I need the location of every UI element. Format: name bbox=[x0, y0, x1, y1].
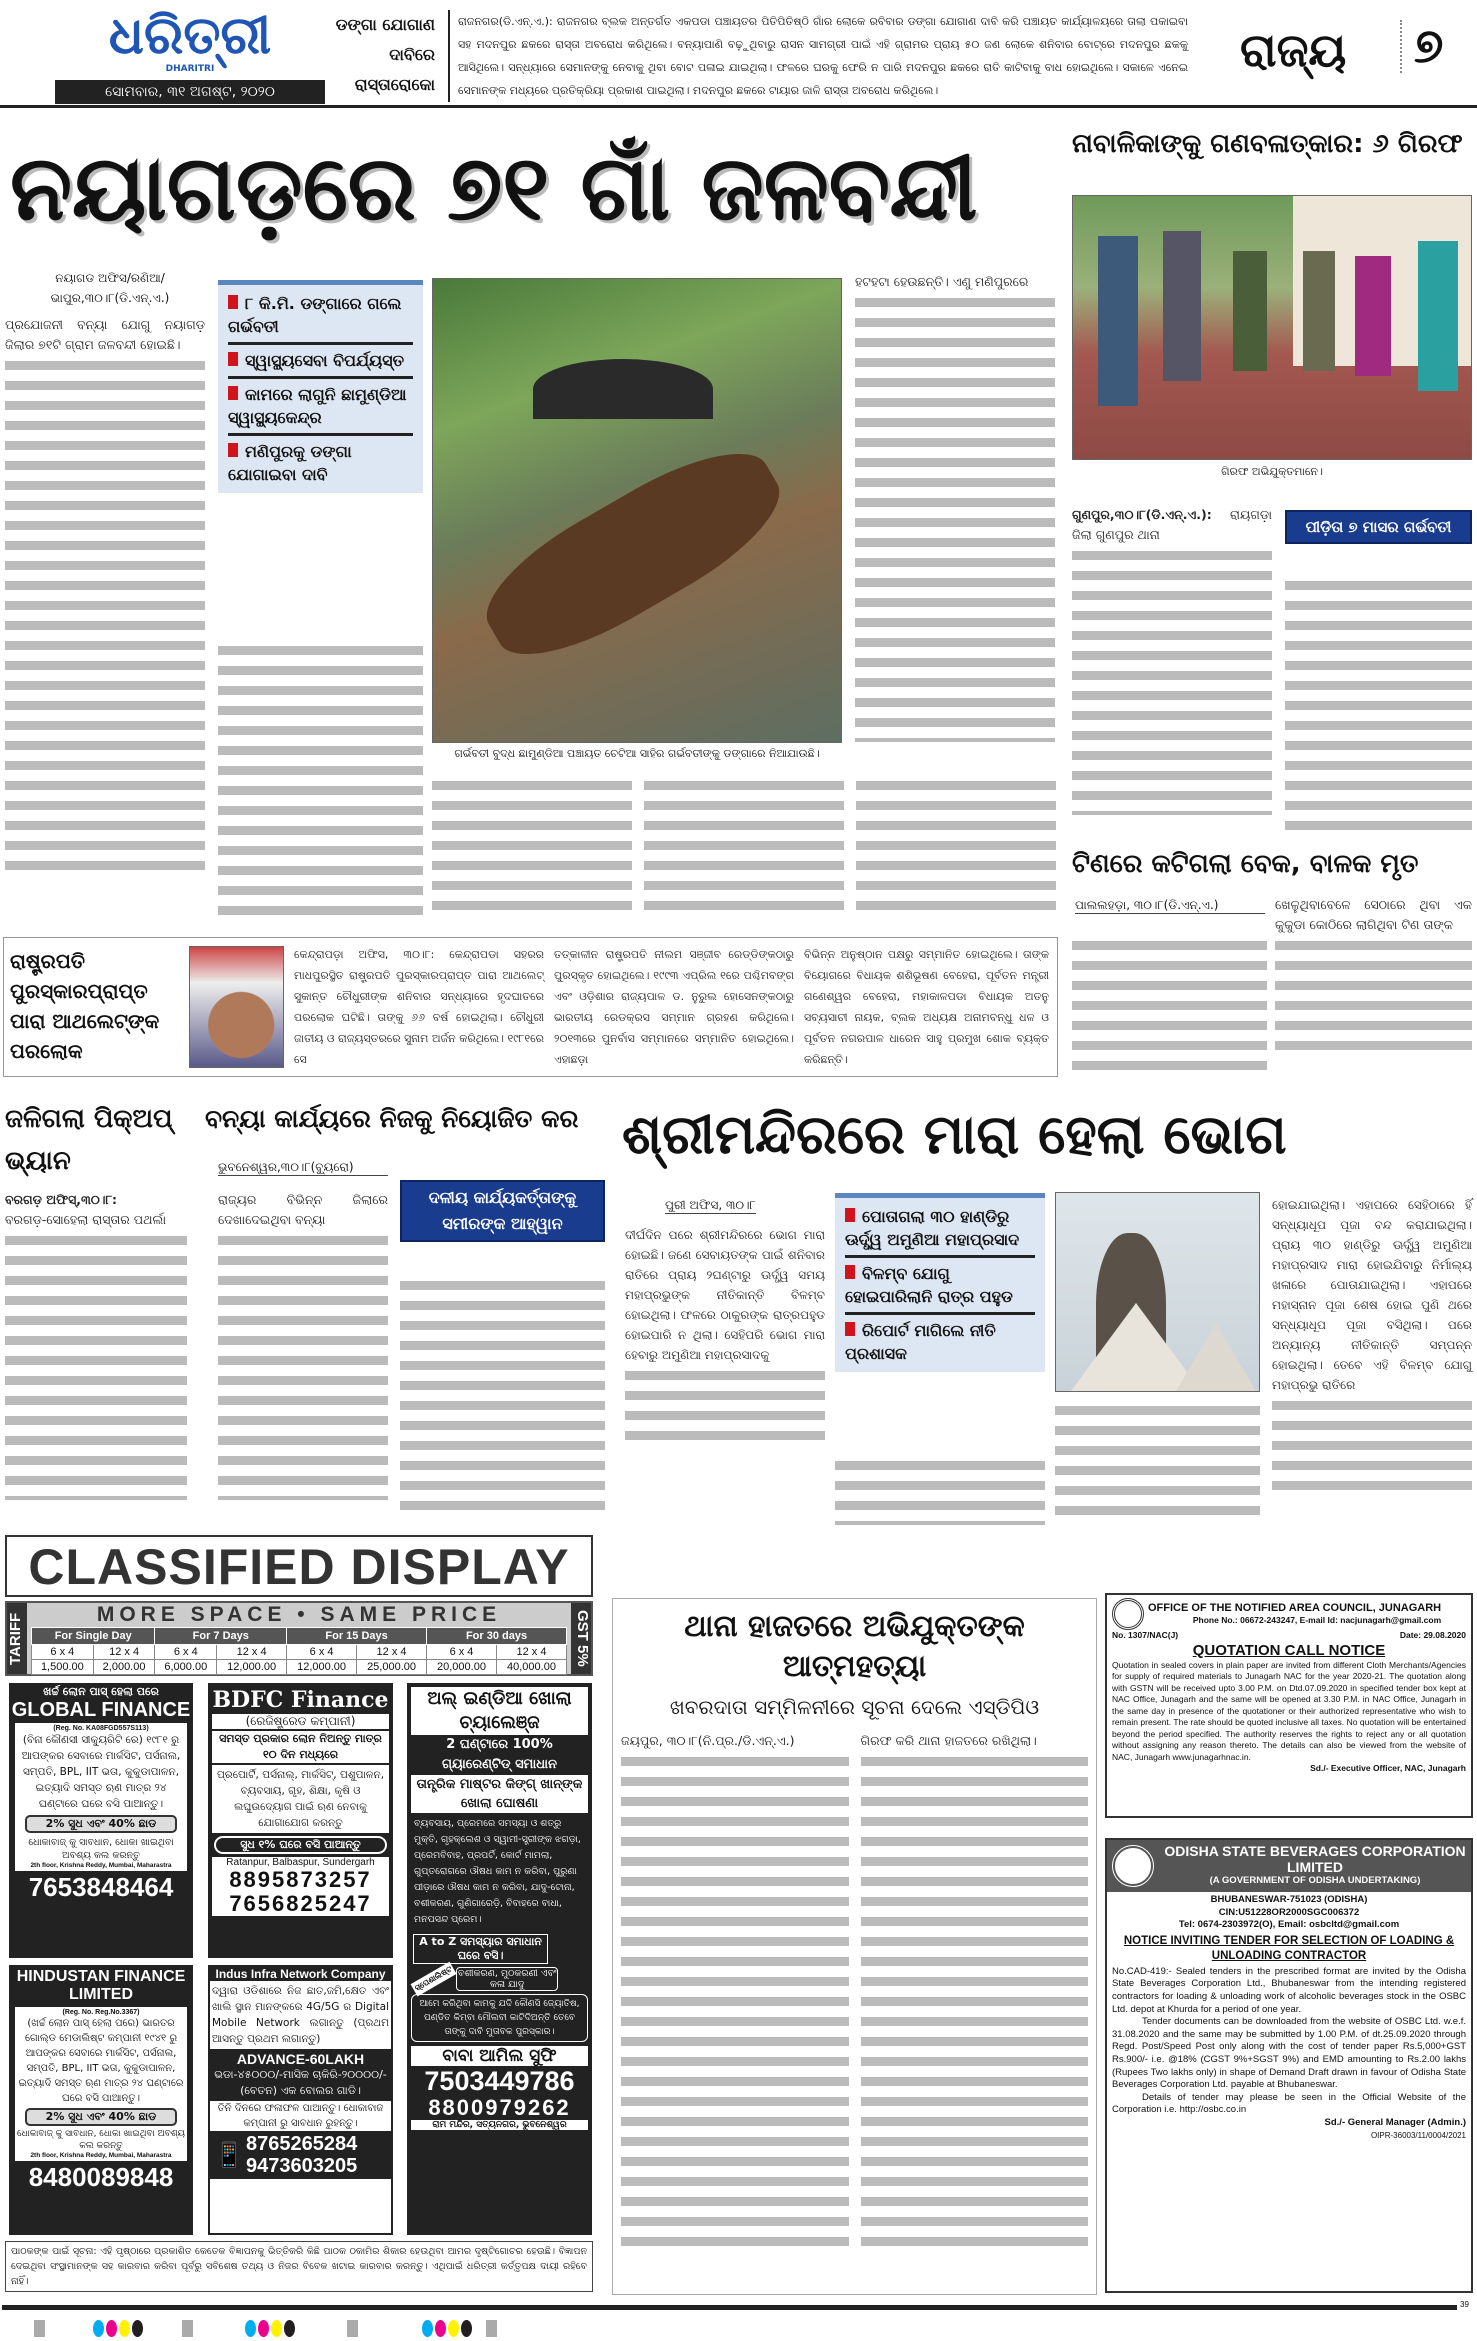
tariff-label: TARIFF bbox=[7, 1603, 27, 1674]
phone-number: 8800979262 bbox=[428, 2095, 571, 2120]
tariff-price: 20,000.00 bbox=[427, 1660, 497, 1675]
temple-highlights-box bbox=[835, 1193, 1045, 1372]
tariff-size: 12 x 4 bbox=[357, 1645, 427, 1660]
logo-text: ଧରିତ୍ରୀ bbox=[108, 6, 272, 66]
pickup-headline: ଜଳିଗଲା ପିକ୍‌ଅପ୍ ଭ୍ୟାନ bbox=[5, 1104, 173, 1176]
bullet-icon bbox=[845, 1265, 855, 1279]
flood-dateline: ଭୁବନେଶ୍ୱର,୩୦।୮(ବ୍ୟୁରୋ) bbox=[218, 1160, 388, 1176]
lead-photo-caption: ଗର୍ଭବତୀ ବୁଦ୍ଧ ଛାମୁଣ୍ଡିଆ ପଞ୍ଚାୟତ ଚେଟିଆ ସାହିର ଗର୍ଭବତୀଙ୍କୁ ଡଙ୍ଗାରେ ନିଆଯାଉଛି। bbox=[454, 747, 820, 760]
tariff-size: 6 x 4 bbox=[427, 1645, 497, 1660]
flood-highlight: ଦଳୀୟ କାର୍ଯ୍ୟକର୍ତ୍ତାଙ୍କୁ ସମୀରଙ୍କ ଆହ୍ୱାନ bbox=[400, 1180, 605, 1242]
custody-story: ଥାନା ହାଜତରେ ଅଭିଯୁକ୍ତଙ୍କ ଆତ୍ମହତ୍ୟା ଖବରଦାତା ସମ୍ମିଳନୀରେ ସୂଚନା ଦେଲେ ଏସ୍‌ଡିପିଓ ଜୟପୁର, ୩୦।୮(ନି.ପ୍ର./ଡି.ଏନ୍.ଏ.) ଗିରଫ କରି ଥାନା ହାଜତରେ ରଖିଥିଲା। bbox=[612, 1598, 1097, 2295]
section-title: ରାଜ୍ୟ bbox=[1240, 23, 1347, 77]
tariff-size: 6 x 4 bbox=[155, 1645, 217, 1660]
temple-headline: ଶ୍ରୀମନ୍ଦିରରେ ମାରା ହେଲା ଭୋଗ bbox=[622, 1103, 1287, 1166]
page-marker: 39 bbox=[1460, 2300, 1469, 2309]
date-bar: ସୋମବାର, ୩୧ ଅଗଷ୍ଟ, ୨୦୨୦ bbox=[55, 80, 325, 104]
flood-body-col2 bbox=[400, 1275, 605, 1520]
boy-dateline: ପାଲଲହଡ଼ା, ୩୦।୮(ଡି.ଏନ୍.ଏ.) bbox=[1075, 898, 1265, 914]
boy-body-col2: ଖେଳୁଥିବାବେଳେ ସେଠାରେ ଥିବା ଏକ କୁକୁଡା କୋଠିରେ ଲାଗିଥିବା ଟିଣ ତାଙ୍କ bbox=[1275, 895, 1472, 1080]
tariff-slogan: MORE SPACE • SAME PRICE bbox=[96, 1603, 502, 1626]
tariff-price: 25,000.00 bbox=[357, 1660, 427, 1675]
phone-number: 9473603205 bbox=[246, 2155, 358, 2177]
custody-subhead: ଖବରଦାତା ସମ୍ମିଳନୀରେ ସୂଚନା ଦେଲେ ଏସ୍‌ଡିପିଓ bbox=[669, 1695, 1040, 1719]
bullet-icon bbox=[845, 1322, 855, 1336]
nac-seal-icon bbox=[1112, 1598, 1144, 1630]
tariff-size: 12 x 4 bbox=[93, 1645, 155, 1660]
ad-hindustan-finance: HINDUSTAN FINANCE LIMITED (Reg. No. Reg.No.3367) (ଖର୍ଚ୍ଚ ଲୋନ ପାସ୍ ହେଲା ପରେ) ଭାରତର ଗୋଲ୍ଡ ମେଡାଲିଷ୍ଟ କମ୍ପାନୀ ୧୯୪୧ ରୁ ଆପଙ୍କର ସେବାରେ ମାର୍କସିଟ, ପର୍ସନାଲ, ସମ୍ପତି, BPL, IIT ଭତା, କୁକୁଡାପାଳନ, ଇତ୍ୟାଦି ସମସ୍ତ ଋଣ ମାତ୍ର ୨୪ ଘଣ୍ଟାରେ ଘରେ ବସି ପାଆନ୍ତୁ। 2% ସୁଧ ଏବଂ 40% ଛାଡ ଧୋକାବାଜ୍ କୁ ସାବଧାନ, ଧୋକା ଖାଇଥିବା ଅବଶ୍ୟ କଲ କରନ୍ତୁ 2th floor, Krishna Reddy, Mumbai, Maharastra 8480089848 bbox=[9, 1965, 193, 2235]
temple-photo bbox=[1055, 1192, 1260, 1392]
tariff-price: 6,000.00 bbox=[155, 1660, 217, 1675]
obituary-col1: କେନ୍ଦ୍ରାପଡ଼ା ଅଫିସ, ୩୦।୮: କେନ୍ଦ୍ରାପଡା ସହରର ମାଧପୁରସ୍ଥିତ ରାଷ୍ଟ୍ରପତି ପୁରସ୍କାରପ୍ରାପ୍ତ ପାରା ଆଥଲେଟ୍ ସୁକାନ୍ତ ଚୌଧୁରୀଙ୍କ ଶନିବାର ସନ୍ଧ୍ୟାରେ ହୃଦଘାତରେ ପରଲୋକ ଘଟିଛି। ତାଙ୍କୁ ୬୬ ବର୍ଷ ହୋଇଥିଲା। ଚୌଧୁରୀ ଜାତୀୟ ଓ ରାଜ୍ୟସ୍ତରରେ ସୁନାମ ଅର୍ଜନ କରିଥିଲେ। ୧୯୮୧ରେ ସେ bbox=[294, 948, 544, 1066]
tariff-box bbox=[5, 1601, 593, 1676]
gst-label: GST 5% bbox=[571, 1603, 591, 1674]
highlight-item: ପୋତାଗଲା ୩୦ ହାଣ୍ଡିରୁ ଊର୍ଦ୍ଧ୍ୱ ଅମୁଣିଆ ମହାପ୍ରସାଦ bbox=[845, 1201, 1035, 1258]
obituary-col3: ବିଭିନ୍ନ ଅନୁଷ୍ଠାନ ପକ୍ଷରୁ ସମ୍ମାନିତ ହୋଇଥିଲେ। ତାଙ୍କ ବିୟୋଗରେ ବିଧାୟକ ଶଶିଭୂଷଣ ବେହେରା, ପୂର୍ବତନ ମନ୍ତ୍ରୀ ଗଣେଶ୍ୱର ବେହେରା, ମହାକାଳପଡା ବିଧାୟକ ଅତନୁ ସବ୍ୟସାଚୀ ନାୟକ, ବ୍ଲକ ଅଧ୍ୟକ୍ଷ ଅନାମବନ୍ଧୁ ଧଳ ଓ ପୂର୍ବତନ ନଗରପାଳ ଧାରେନ ସାହୁ ପ୍ରମୁଖ ଶୋକ ବ୍ୟକ୍ତ କରିଛନ୍ତି। bbox=[804, 948, 1049, 1066]
phone-number: 7653848464 bbox=[28, 1872, 174, 1902]
gangrape-body: ଗୁଣପୁର,୩୦।୮(ଡି.ଏନ୍.ଏ.): ରାୟଗଡ଼ା ଜିଲା ଗୁଣପୁର ଥାନା bbox=[1072, 505, 1272, 835]
temple-body-col3 bbox=[1055, 1400, 1260, 1525]
tariff-size: 12 x 4 bbox=[217, 1645, 287, 1660]
registration-marks bbox=[0, 2320, 1477, 2339]
lead-dateline: ନୟାଗଡ ଅଫିସ/ରଣିଆ/ ଭାପୁର,୩୦।୮(ଡି.ଏନ୍.ଏ.) bbox=[50, 271, 170, 305]
ad-indus-infra: Indus Infra Network Company ଦ୍ୱାରା ଓଡିଶାରେ ନିଜ ଛାତ,ଜମି,କ୍ଷେତ ଏବଂ ଖାଲି ସ୍ଥାନ ମାନଙ୍କରେ 4G/5G ର Digital Mobile Network ଲଗାନ୍ତୁ (ପ୍ରଥମ ଆସନ୍ତୁ ପ୍ରଥମ ଲଗାନ୍ତୁ) ADVANCE-60LAKH ଭଡା-୪୫୦୦୦/-ମାସିକ ଚାକିରି-୨୦୦୦୦/-(ବେତନ) ଏକ ବୋଲର ଗାଡି। ତିନି ଦିନରେ ଫଳାଫଳ ପାଆନ୍ତୁ। ଧୋକାବାଜ କମ୍ପାନୀ ରୁ ସାବଧାନ ରୁହନ୍ତୁ। 📱 8765265284 9473603205 bbox=[208, 1965, 393, 2235]
page-number: ୭ bbox=[1400, 20, 1443, 73]
tariff-price: 40,000.00 bbox=[496, 1660, 566, 1675]
accused-caption: ଗିରଫ ଅଭିଯୁକ୍ତମାନେ। bbox=[1221, 465, 1323, 478]
flood-headline: ବନ୍ୟା କାର୍ଯ୍ୟରେ ନିଜକୁ ନିୟୋଜିତ କର bbox=[205, 1104, 579, 1133]
tariff-period: For 15 Days bbox=[287, 1628, 427, 1645]
bullet-icon bbox=[845, 1208, 855, 1222]
phone-number: 8765265284 bbox=[246, 2133, 358, 2155]
tariff-price: 1,500.00 bbox=[32, 1660, 94, 1675]
bullet-icon bbox=[228, 295, 238, 309]
boy-headline: ଟିଣରେ କଟିଗଲା ବେକ, ବାଳକ ମୃତ bbox=[1072, 849, 1419, 879]
temple-dateline: ପୁରୀ ଅଫିସ, ୩୦।୮ bbox=[665, 1198, 756, 1212]
lead-highlights-box bbox=[218, 280, 423, 493]
tariff-period: For Single Day bbox=[32, 1628, 155, 1645]
obituary-box bbox=[3, 937, 1058, 1077]
tariff-price: 2,000.00 bbox=[93, 1660, 155, 1675]
obituary-headline: ରାଷ୍ଟ୍ରପତି ପୁରସ୍କାରପ୍ରାପ୍ତ ପାରା ଆଥଲେଟ୍‌ଙ୍କ ପରଲୋକ bbox=[10, 949, 160, 1063]
temple-body-col2 bbox=[835, 1455, 1045, 1525]
tariff-size: 12 x 4 bbox=[496, 1645, 566, 1660]
lead-body-bottom bbox=[432, 775, 1057, 920]
highlight-item: କାମରେ ଲାଗୁନି ଛାମୁଣ୍ଡିଆ ସ୍ୱାସ୍ଥ୍ୟକେନ୍ଦ୍ର bbox=[228, 379, 413, 436]
bullet-icon bbox=[228, 352, 238, 366]
highlight-item: ରିପୋର୍ଟ ମାଗିଲେ ନୀତି ପ୍ରଶାସକ bbox=[845, 1321, 996, 1363]
nac-quotation-notice: OFFICE OF THE NOTIFIED AREA COUNCIL, JUNAGARH Phone No.: 06672-243247, E-mail Id: nacjunagarh@gmail.com No. 1307/NAC(J) Date: 29.08.2020 QUOTATION CALL NOTICE Quotation in sealed covers in plain paper are invited from different Cloth Merchants/Agencies for supply of required materials to Junagarh NAC for the year 2020-21. The quotation along with GSTN will be received upto 3.00 P.M. on Dtd.07.09.2020 in specified tender box kept at NAC Office, Junagarh and the same will be opened at 3.30 P.M. in NAC Office, Junagarh in the same day in presence of the quotationer or their authorized representative who wish to remain present. The rate should be quoted inclusive all taxes. No quotation will be entertained beyond the period specified. The authority reserves the rights to reject any or all quotation without assigning any reason thereto. The details can also be viewed from the website of NAC, Junagarh www.junagarhnac.in. Sd./- Executive Officer, NAC, Junagarh bbox=[1105, 1593, 1473, 1818]
ad-baba-amil-sufi: ଅଲ୍ ଇଣ୍ଡିଆ ଖୋଲା ଚ୍ୟାଲେଞ୍ଜ 2 ଘଣ୍ଟାରେ 100% ଗ୍ୟାରେଣ୍ଟିଡ୍ ସମାଧାନ ତାନ୍ତ୍ରିକ ମାଷ୍ଟର କିଙ୍ଗ୍ ଖାନ୍‌ଙ୍କ ଖୋଲା ଘୋଷଣା ବ୍ୟବସାୟ, ପ୍ରେମରେ ସମସ୍ୟା ଓ ଶତ୍ରୁ ମୁକ୍ତି, ଗୃହକ୍ଲେଶ ଓ ସ୍ୱାମୀ-ସ୍ତ୍ରୀଙ୍କ ଝଗଡ଼ା, ପ୍ରେମବିବାହ, ପ୍ରପର୍ଟି, କୋର୍ଟ ମାମଲା, ଗୁପ୍ତରୋଗରେ ଔଷଧ କାମ ନ କରିବା, ପୁରୁଣା ପୀଡ଼ାରେ ଔଷଧ କାମ ନ କରିବା, ଯାଦୁ-ଟୋନା, ବଶୀକରଣ, ଗୁଣିଗାରେଡ଼ି, ବିବାହରେ ବାଧା, ମନପସନ୍ଦ ପ୍ରେମ। A to Z ସମସ୍ୟାର ସମାଧାନ ଘରେ ବସି। ସ୍ପେଶାଲିଷ୍ଟ ବଶୀକରଣ, ମୁଠକରଣୀ ଏବଂ କଳା ଯାଦୁ ଆମେ କରିଥିବା କାମକୁ ଯଦି କୌଣସି ଜ୍ୟୋତିଷ, ପଣ୍ଡିତ କିମ୍ବା ମୌଲବୀ କାଟିଦିଅନ୍ତି ତେବେ ତାଙ୍କୁ ଦାବି ମୁତାବକ ପୁରସ୍କାର। ବାବା ଆମିଲ ସୁଫି 7503449786 8800979262 ରାମ ମନ୍ଦିର, ସତ୍ୟନଗର, ଭୁବନେଶ୍ୱର bbox=[407, 1683, 592, 2235]
highlight-item: ସ୍ୱାସ୍ଥ୍ୟସେବା ବିପର୍ଯ୍ୟସ୍ତ bbox=[228, 345, 413, 379]
tariff-price: 12,000.00 bbox=[287, 1660, 357, 1675]
accused-photo bbox=[1072, 195, 1472, 460]
logo bbox=[55, 8, 325, 74]
gangrape-highlight: ପୀଡ଼ିତା ୭ ମାସର ଗର୍ଭବତୀ bbox=[1285, 510, 1472, 544]
bullet-icon bbox=[228, 443, 238, 457]
phone-number: 7503449786 bbox=[424, 2066, 575, 2096]
masthead bbox=[0, 0, 1477, 108]
gangrape-body-col2 bbox=[1285, 575, 1472, 835]
athlete-photo bbox=[189, 946, 284, 1068]
custody-headline: ଥାନା ହାଜତରେ ଅଭିଯୁକ୍ତଙ୍କ ଆତ୍ମହତ୍ୟା bbox=[684, 1609, 1025, 1684]
obituary-col2: ତତ୍କାଳୀନ ରାଷ୍ଟ୍ରପତି ନୀଲମ ସଞ୍ଜୀବ ରେଡ୍ଡିଙ୍କଠାରୁ ପୁରସ୍କୃତ ହୋଇଥିଲେ। ୧୯୯୩ ଏପ୍ରିଲ ୧ରେ ପଶ୍ଚିମବଙ୍ଗ ଏବଂ ଓଡ଼ିଶାର ରାଜ୍ୟପାଳ ଡ. ନୁରୁଲ ହୋସେନଙ୍କଠାରୁ ଭାରତୀୟ ରେଡକ୍ରସ ସମ୍ମାନ ଗ୍ରହଣ କରିଥିଲେ। ୨୦୧୩ରେ ପୁନର୍ବାସ ସମ୍ମାନରେ ସମ୍ମାନିତ ହୋଇଥିଲେ। ଏହାଛଡ଼ା bbox=[554, 948, 794, 1066]
lead-body-col1: ପ୍ରଯୋଜନୀ ବନ୍ୟା ଯୋଗୁ ନୟାଗଡ଼ ଜିଲାର ୭୧ଟି ଗ୍ରାମ ଜଳବନ୍ଦୀ ହୋଇଛି। bbox=[5, 315, 205, 920]
gangrape-headline: ନାବାଳିକାଙ୍କୁ ଗଣବଳାତ୍କାର: ୬ ଗିରଫ bbox=[1072, 129, 1463, 159]
boy-body-col1 bbox=[1072, 935, 1267, 1080]
flood-boat-photo bbox=[432, 278, 842, 743]
page-bottom-rule bbox=[2, 2305, 1457, 2310]
osbc-logo-icon bbox=[1110, 1843, 1156, 1889]
temple-body-col4: ହୋଇଯାଇଥିଲା। ଏହାପରେ ସେହିଠାରେ ହିଁ ସନ୍ଧ୍ୟାଧୂପ ପୂଜା ବନ୍ଦ କରାଯାଇଥିଲା। ପ୍ରାୟ ୩୦ ହାଣ୍ଡିରୁ ଊର୍ଦ୍ଧ୍ୱ ଅମୁଣିଆ ମହାପ୍ରସାଦ ମାରା ହୋଇଯିବାରୁ ନିର୍ମାଲ୍ୟ ଖଳାରେ ପୋତାଯାଇଥିଲା। ଏହାପରେ ମହାସ୍ନାନ ପୂଜା ଶେଷ ହୋଇ ପୁଣି ଥରେ ସନ୍ଧ୍ୟାଧୂପ ପୂଜା ବସିଥିଲା। ପରେ ଅନ୍ୟାନ୍ୟ ନୀତିକାନ୍ତି ସମ୍ପନ୍ନ ହୋଇଥିଲା। ତେବେ ଏହି ବିଳମ୍ବ ଯୋଗୁ ମହାପ୍ରଭୁ ରାତିରେ bbox=[1272, 1195, 1472, 1525]
phone-number: 7656825247 bbox=[229, 1891, 372, 1916]
lead-headline: ନୟାଗଡ଼ରେ ୭୧ ଗାଁ ଜଳବନ୍ଦୀ bbox=[10, 136, 978, 241]
osbc-tender-notice: ODISHA STATE BEVERAGES CORPORATION LIMITED (A GOVERNMENT OF ODISHA UNDERTAKING) BHUBANESWAR-751023 (ODISHA) CIN:U51228OR2000SGC006372 Tel: 0674-2303972(O), Email: osbcltd@gmail.com NOTICE INVITING TENDER FOR SELECTION OF LOADING & UNLOADING CONTRACTOR No.CAD-419:- Sealed tenders in the prescribed format are invited by the Odisha State Beverages Corporation Ltd., Bhubaneswar from the intending registered contractors for loading & unloading work of alcoholic beverages stock in the OSBC Ltd. depot at Khurda for a period of one year. Tender documents can be downloaded from the website of OSBC Ltd. w.e.f. 31.08.2020 and the same may be submitted by 1.00 P.M. of dt.25.09.2020 through Regd. Post/Speed Post only along with the cost of tender paper Rs.5,000+GST Rs.900/- i.e. @18% (CGST 9%+SGST 9%) and EMD amounting to Rs.2.00 lakhs (Rupees Two lakhs only) in shape of Demand Draft drawn in favour of Odisha State Beverages Corporation Ltd. payable at Bhubaneswar. Details of tender may please be seen in the Official Website of the Corporation i.e. http://osbc.co.in Sd./- General Manager (Admin.) OIPR-36003/11/0004/2021 bbox=[1105, 1838, 1473, 2293]
lead-body-col2 bbox=[218, 640, 423, 920]
tariff-table bbox=[31, 1627, 567, 1675]
tariff-period: For 30 days bbox=[427, 1628, 567, 1645]
reader-notice: ପାଠକଙ୍କ ପାଇଁ ସୂଚନା: ଏହି ପୃଷ୍ଠାରେ ପ୍ରକାଶିତ କେତେକ ବିଜ୍ଞାପନକୁ ଭିତ୍ତିକରି କିଛି ପାଠକ ଠକାମିର ଶିକାର ହେଉଥିବା ଆମର ଦୃଷ୍ଟିଗୋଚର ହେଉଛି। ବିଜ୍ଞାପନ ଦେଇଥିବା ସଂସ୍ଥାମାନଙ୍କ ସହ କାରବାର କରିବା ପୂର୍ବରୁ ସବିଶେଷ ତଥ୍ୟ ଓ ନିଜର ବିବେକ ଖଟାଇ କାରବାର କରନ୍ତୁ। ଏଥିପାଇଁ ଧରିତ୍ରୀ କର୍ତ୍ତୃପକ୍ଷ ଦାୟୀ ରହିବେ ନାହିଁ। bbox=[5, 2241, 593, 2292]
tariff-size: 6 x 4 bbox=[287, 1645, 357, 1660]
classified-section bbox=[5, 1535, 593, 2300]
highlight-item: ବିଳମ୍ବ ଯୋଗୁ ହୋଇପାରିଲାନି ରାତ୍ର ପହୁଡ bbox=[845, 1258, 1035, 1315]
phone-number: 8480089848 bbox=[28, 2162, 174, 2192]
lead-body-col3: ହଟହଟା ହେଉଛନ୍ତି। ଏଣୁ ମଣିପୁରରେ bbox=[855, 272, 1055, 762]
tariff-price: 12,000.00 bbox=[217, 1660, 287, 1675]
logo-en: DHARITRI bbox=[165, 64, 215, 74]
tariff-size: 6 x 4 bbox=[32, 1645, 94, 1660]
temple-body-col1: ଦୀର୍ଘଦିନ ପରେ ଶ୍ରୀମନ୍ଦିରରେ ଭୋଗ ମାରା ହୋଇଛି। ଜଣେ ସେବାୟତଙ୍କ ପାଇଁ ଶନିବାର ରାତିରେ ପ୍ରାୟ ୨ଘଣ୍ଟାରୁ ଊର୍ଦ୍ଧ୍ୱ ସମୟ ମହାପ୍ରଭୁଙ୍କ ନୀତିକାନ୍ତି ବିଳମ୍ବ ହୋଇଥିଲା। ଫଳରେ ଠାକୁରଙ୍କ ରାତ୍ରପହୁଡ ହୋଇପାରି ନ ଥିଲା। ସେହିପରି ଭୋଗ ମାରା ହେବାରୁ ଅମୁଣିଆ ମହାପ୍ରସାଦକୁ bbox=[625, 1225, 825, 1525]
teaser-title: ଡଙ୍ଗା ଯୋଗାଣ ଦାବିରେ ରାସ୍ତାରୋକୋ bbox=[335, 15, 435, 94]
highlight-item: ମଣିପୁରକୁ ଡଙ୍ଗା ଯୋଗାଇବା ଦାବି bbox=[228, 442, 352, 484]
mobile-phone-icon: 📱 bbox=[214, 2141, 244, 2169]
ad-global-finance: ଖର୍ଚ୍ଚ ଲୋନ ପାସ୍ ହେଲା ପରେ GLOBAL FINANCE (Reg. No. KA08FGD557S113) (ବିନା କୌଣସୀ ସୀକ୍ୟୁରିଟି ରେ) ୧୯୮୧ ରୁ ଆପଙ୍କର ସେବାରେ ମାର୍କସିଟ, ପର୍ସନାଲ, ସମ୍ପତି, BPL, IIT ଭତା, କୁକୁଡାପାଳନ, ଇତ୍ୟାଦି ସମସ୍ତ ଋଣ ମାତ୍ର ୨୪ ଘଣ୍ଟାରେ ଘରେ ବସି ପାଆନ୍ତୁ। 2% ସୁଧ ଏବଂ 40% ଛାଡ ଧୋକାବାଜ୍ କୁ ସାବଧାନ, ଧୋକା ଖାଇଥିବା ଅବଶ୍ୟ କଲ କରନ୍ତୁ 2th floor, Krishna Reddy, Mumbai, Maharastra 7653848464 bbox=[9, 1683, 193, 1958]
phone-number: 8895873257 bbox=[229, 1867, 372, 1892]
tariff-period: For 7 Days bbox=[155, 1628, 287, 1645]
teaser-text: ରାଜନଗର(ଡି.ଏନ୍.ଏ.): ରାଜନଗର ବ୍ଲକ ଅନ୍ତର୍ଗତ ଏକପଡା ପଞ୍ଚାୟତର ପିତିପିତିଷ୍ଠି ଗାଁର ଲୋକେ ରବିବାର ଡଙ୍ଗା ଯୋଗାଣ ଦାବି କରି ପଞ୍ଚାୟତ କାର୍ଯ୍ୟାଳୟରେ ତାଲା ପକାଇବା ସହ ମଦନପୁର ଛକରେ ରାସ୍ତା ଅବରୋଧ କରିଥିଲେ। ବନ୍ୟାପାଣି ବଢ଼ୁଥିବାରୁ ରାସନ ସାମଗ୍ରୀ ପାଇଁ ଏହି ଗ୍ରାମର ପ୍ରାୟ ୫୦ ଜଣ ଲୋକେ ଶନିବାର ବୋଟ୍‌ରେ ମଦନପୁର ଛକକୁ ଆସିଥିଲେ। ସନ୍ଧ୍ୟାରେ ସେମାନଙ୍କୁ ନେବାକୁ ଥିବା ବୋଟ ପଳାଇ ଯାଇଥିଲା। ଫଳରେ ଘରକୁ ଫେରି ନ ପାରି ମଦନପୁର ଛକରେ ରାତି କାଟିବାକୁ ବାଧ ହୋଇଥିଲେ। ସକାଳେ ଏନେଇ ସେମାନଙ୍କ ମଧ୍ୟରେ ପ୍ରତିକ୍ରିୟା ପ୍ରକାଶ ପାଇଥିଲା। ମଦନପୁର ଛକରେ ଟାୟାର ଜାଳି ରାସ୍ତା ଅବରୋଧ କରିଥିଲେ। bbox=[448, 10, 1188, 102]
classified-title: CLASSIFIED DISPLAY bbox=[5, 1535, 593, 1597]
pickup-body: ବରଗଡ଼ ଅଫିସ୍,୩୦।୮: ବରଗଡ଼-ସୋହେଲା ରାସ୍ତାର ପଥର୍ଲା bbox=[5, 1190, 187, 1520]
highlight-item: ୮ କି.ମି. ଡଙ୍ଗାରେ ଗଲେ ଗର୍ଭବତୀ bbox=[228, 288, 413, 345]
ad-bdfc-finance: BDFC Finance (ରେଜିଷ୍ଟ୍ରେଡ କମ୍ପାନୀ) ସମସ୍ତ ପ୍ରକାର ଲୋନ ନିଅନ୍ତୁ ମାତ୍ର ୧୦ ଦିନ ମଧ୍ୟରେ ପ୍ରପୋର୍ଟି, ପର୍ସନାଲ୍, ମାର୍କସିଟ୍, ପଶୁପାଳନ, ବ୍ୟବସାୟ, ଗୃହ, ଶିକ୍ଷା, କୃଷି ଓ ଲଘୁଉଦ୍ୟୋଗ ପାଇଁ ଋଣ ନେବାକୁ ଯୋଗାଯୋଗ କରନ୍ତୁ ସୁଧ ୧% ଘରେ ବସି ପାଆନ୍ତୁ Ratanpur, Balbaspur, Sundergarh 8895873257 7656825247 bbox=[208, 1683, 393, 1958]
flood-body-col1: ରାଜ୍ୟର ବିଭିନ୍ନ ଜିଲାରେ ଦେଖାଦେଇଥିବା ବନ୍ୟା bbox=[218, 1190, 388, 1520]
bullet-icon bbox=[228, 386, 238, 400]
custody-dateline: ଜୟପୁର, ୩୦।୮(ନି.ପ୍ର./ଡି.ଏନ୍.ଏ.) bbox=[621, 1733, 795, 1748]
